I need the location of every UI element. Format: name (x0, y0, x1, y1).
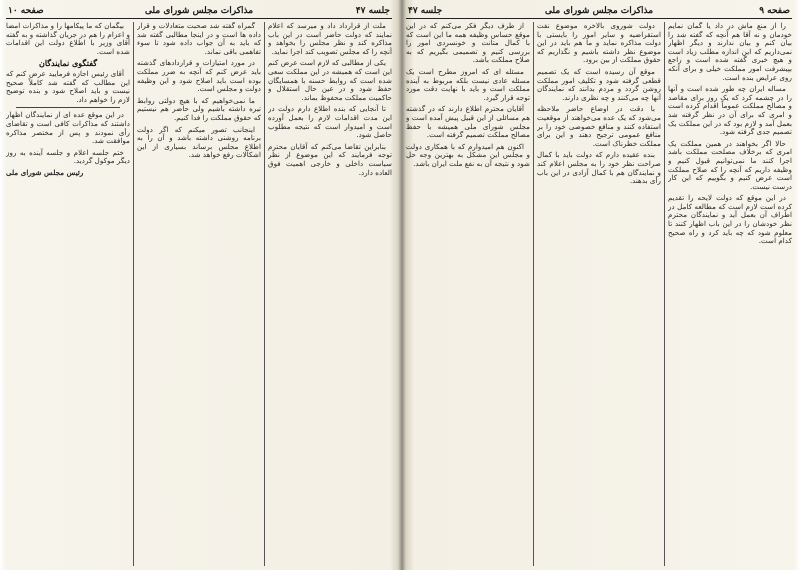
left-running-head (6, 4, 392, 19)
article-paragraph: ملت از قرارداد داد و میرسد که اعلام نمایند که دولت حاضر است در این باب مذاکره کند و نظر مجلس را بخواهد و آنچه را که مجلس تصویب کند اجرا نماید. (268, 22, 392, 56)
article-paragraph: را از منع ماش در داد یا گمان نمایم خودمان و نه آقا هم آنچه که گفته شد را بیان کنم و بیان ندارند و دیگر اظهار نمی‌داریم که این اندازه مطلب زیاد است و هیچ خبری گفته شده است و راجع بپیشرفت امور مملکت خیلی و برای آنکه روی عرایض بنده است. (668, 22, 792, 82)
article-paragraph: مسئله ای که امروز مطرح است یک مسئله عادی نیست بلکه مربوط به آینده مملکت است و باید با نهایت دقت مورد توجه قرار گیرد. (406, 66, 530, 102)
right-column-3 (406, 22, 530, 566)
left-page-session: جلسه ۴۷ (355, 6, 390, 16)
right-column-2 (537, 22, 661, 566)
article-paragraph: آقایان محترم اطلاع دارند که در گذشته هم مسائلی از این قبیل پیش آمده است و مجلس شورای ملی همیشه با حفظ مصالح مملکت تصمیم گرفته است. (406, 104, 530, 140)
column-rule (533, 22, 534, 566)
column-rule (264, 22, 265, 566)
signature-line: رئیس مجلس شورای ملی (6, 167, 84, 177)
article-paragraph: اینجانب تصور میکنم که اگر دولت برنامه روشنی داشته باشد و آن را به اطلاع مجلس برساند بسیاری از این اشکالات رفع خواهد شد. (137, 124, 261, 160)
article-paragraph: ختم جلسه اعلام و جلسه آینده به روز دیگر موکول گردید. (6, 147, 130, 166)
section-heading: گفتگوی نمایندگان (38, 58, 98, 69)
article-paragraph: موقع آن رسیده است که یک تصمیم قطعی گرفته شود و تکلیف امور مملکت روشن گردد و مردم بدانند که نمایندگان آنها چه می‌کنند و چه نظری دارند. (537, 66, 661, 102)
article-paragraph: مساله ایران چه طور شده است و آنها را در چشمه کرد که یک روز برای مقاصد و مصالح مملکت عموماً اقدام کرده است و امری که برای آن در نظر گرفته شد بعمل آمد و لازم بود که در این مملکت یک تصمیم جدی گرفته شود. (668, 84, 792, 137)
left-page (6, 4, 392, 566)
article-paragraph: آقای رئیس اجازه فرمایید عرض کنم که این مطالب که گفته شد کاملاً صحیح نیست و باید اصلاح شود و بنده توضیح لازم را خواهم داد. (6, 68, 130, 104)
article-paragraph: بیگمان که ما پیکامها را و مذاکرات امضا و اعزام را هم در جریان گذاشته و به گفته آقای وزیر با اطلاع دولت این اقدامات شده است. (6, 22, 130, 56)
right-running-head (406, 4, 792, 19)
section-divider (16, 107, 120, 108)
right-page-session: جلسه ۴۷ (408, 6, 443, 16)
right-page-number: صفحه ۹ (759, 6, 790, 16)
article-paragraph: یکی از مطالبی که لازم است عرض کنم این است که همیشه در این مملکت سعی شده است که روابط حسنه با همسایگان حفظ شود و در عین حال استقلال و حاکمیت مملکت محفوظ بماند. (268, 58, 392, 102)
article-paragraph: دولت شوروی بالاخره موضوع نفت استقراضیه و سایر امور را بایستی با دولت مذاکره نماید و ما هم باید در این موضوع نظر داشته باشیم و نگذاریم که حقوق مملکت از بین برود. (537, 22, 661, 65)
article-paragraph: با دقت در اوضاع حاضر ملاحظه می‌شود که یک عده می‌خواهند از موقعیت استفاده کنند و منافع خصوصی خود را بر منافع عمومی ترجیح دهند و این برای مملکت خطرناک است. (537, 104, 661, 148)
article-paragraph: بنده عقیده دارم که دولت باید با کمال صراحت نظر خود را به مجلس اعلام کند و نمایندگان هم با کمال آزادی در این باب رأی بدهند. (537, 150, 661, 186)
left-column-2 (137, 22, 261, 566)
right-page (406, 4, 792, 566)
left-page-title: مذاکرات مجلس شورای ملی (144, 6, 254, 16)
article-paragraph: در این موقع عده ای از نمایندگان اظهار داشتند که مذاکرات کافی است و تقاضای رأی نمودند و پس از مختصر مذاکره موافقت شد. (6, 110, 130, 146)
left-column-1 (268, 22, 392, 566)
article-paragraph: حالا اگر بخواهند در همین مملکت یک امری که برخلاف مصلحت مملکت باشد اجرا کنند ما نمی‌توانیم قبول کنیم و وظیفه داریم که آنچه را که صلاح مملکت است عرض کنیم و بگوییم که این کار درست نیست. (668, 138, 792, 191)
column-rule (133, 22, 134, 566)
article-paragraph: در مورد امتیازات و قراردادهای گذشته باید عرض کنم که آنچه به ضرر مملکت بوده است باید اصلاح شود و این وظیفه دولت و مجلس است. (137, 58, 261, 94)
right-column-1 (668, 22, 792, 566)
column-rule (664, 22, 665, 566)
article-paragraph: اکنون هم امیدوارم که با همکاری دولت و مجلس این مشکل به بهترین وجه حل شود و نتیجه آن به نفع ملت ایران باشد. (406, 141, 530, 168)
article-paragraph: از طرف دیگر فکر می‌کنم که در این موقع حساس وظیفه همه ما این است که با کمال متانت و خونسردی امور را بررسی کنیم و تصمیمی بگیریم که به صلاح مملکت باشد. (406, 22, 530, 65)
left-page-columns (6, 22, 392, 566)
article-paragraph: گمراه گفته شد صحبت متعادلات و قرار داده ها است و در اینجا مطالبی گفته شد که باید به آن جواب داده شود تا سوء تفاهمی باقی نماند. (137, 22, 261, 56)
left-page-number: صفحه ۱۰ (8, 6, 44, 16)
article-paragraph: در این موقع که دولت لایحه را تقدیم کرده است لازم است که مطالعه کامل در اطراف آن بعمل آید و نمایندگان محترم نظر خودشان را در این باب اظهار کنند تا معلوم شود که چه باید کرد و راه صحیح کدام است. (668, 193, 792, 246)
right-page-title: مذاکرات مجلس شورای ملی (544, 6, 654, 16)
article-paragraph: بنابراین تقاضا می‌کنم که آقایان محترم توجه فرمایند که این موضوع از نظر سیاست داخلی و خارجی اهمیت فوق العاده دارد. (268, 141, 392, 177)
article-paragraph: تا آنجایی که بنده اطلاع دارم دولت در این مدت اقدامات لازم را بعمل آورده است و امیدوار است که نتیجه مطلوب حاصل شود. (268, 104, 392, 140)
right-page-columns (406, 22, 792, 566)
left-column-3 (6, 22, 130, 566)
article-paragraph: ما نمی‌خواهیم که با هیچ دولتی روابط تیره داشته باشیم ولی حاضر هم نیستیم که حقوق مملکت را فدا کنیم. (137, 95, 261, 122)
